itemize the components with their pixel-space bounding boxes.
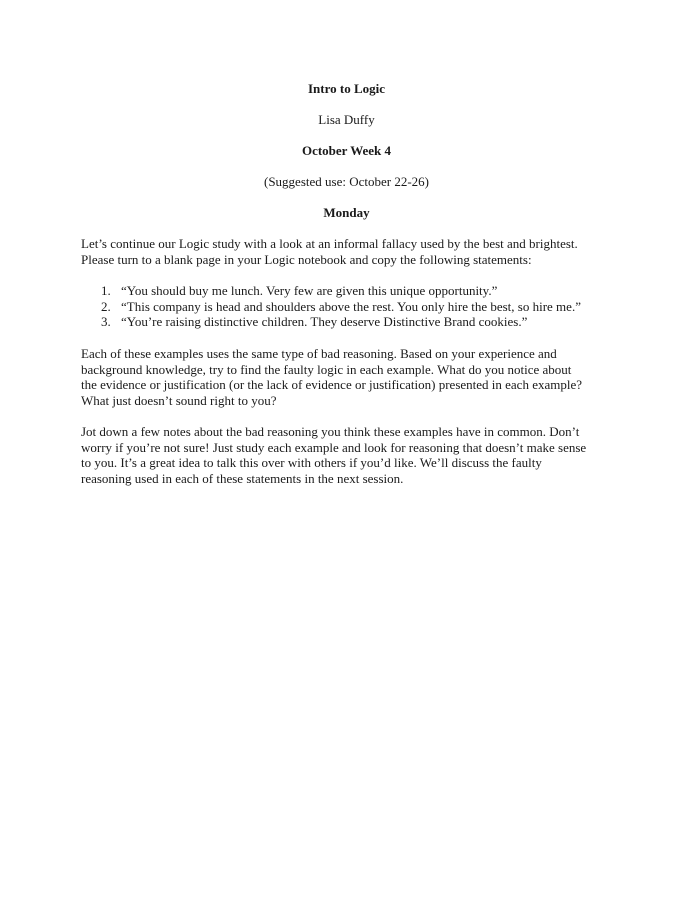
statements-list [101,283,641,330]
author-name: Lisa Duffy [318,112,375,127]
document-title: Intro to Logic [307,81,386,96]
paragraph-line: worry if you’re not sure! Just study each example and look for reasoning that doesn’t make sense [81,439,587,455]
paragraph-line: What just doesn’t sound right to you? [81,392,277,408]
day-heading: Monday [323,205,370,220]
list-item-text: “You should buy me lunch. Very few are given this unique opportunity.” [121,283,498,298]
paragraph-line: Please turn to a blank page in your Logic notebook and copy the following statements: [81,251,532,267]
week-heading: October Week 4 [301,143,392,158]
paragraph-line: Let’s continue our Logic study with a look at an informal fallacy used by the best and brightest. [81,236,578,251]
paragraph-line: to you. It’s a great idea to talk this over with others if you’d like. We’ll discuss the faulty [81,455,542,471]
paragraph-line: background knowledge, try to find the faulty logic in each example. What do you notice about [81,361,572,377]
notes-paragraph [81,424,621,486]
list-item [101,299,641,315]
paragraph-line: the evidence or justification (or the lack of evidence or justification) presented in each example? [81,377,583,393]
intro-paragraph [81,236,621,267]
paragraph-line: Jot down a few notes about the bad reasoning you think these examples have in common. Don’t [81,424,580,439]
paragraph-line: reasoning used in each of these statements in the next session. [81,470,404,486]
list-item [101,283,641,299]
suggested-use-note: (Suggested use: October 22-26) [264,174,429,189]
list-item-text: “You’re raising distinctive children. They deserve Distinctive Brand cookies.” [121,314,528,330]
list-item-number: 3. [101,314,111,330]
list-item [101,314,641,330]
list-item-number: 2. [101,298,111,314]
list-item-number: 1. [101,283,111,298]
paragraph-line: Each of these examples uses the same type of bad reasoning. Based on your experience and [81,346,557,361]
analysis-paragraph [81,346,621,408]
list-item-text: “This company is head and shoulders above the rest. You only hire the best, so hire me.” [121,298,581,314]
